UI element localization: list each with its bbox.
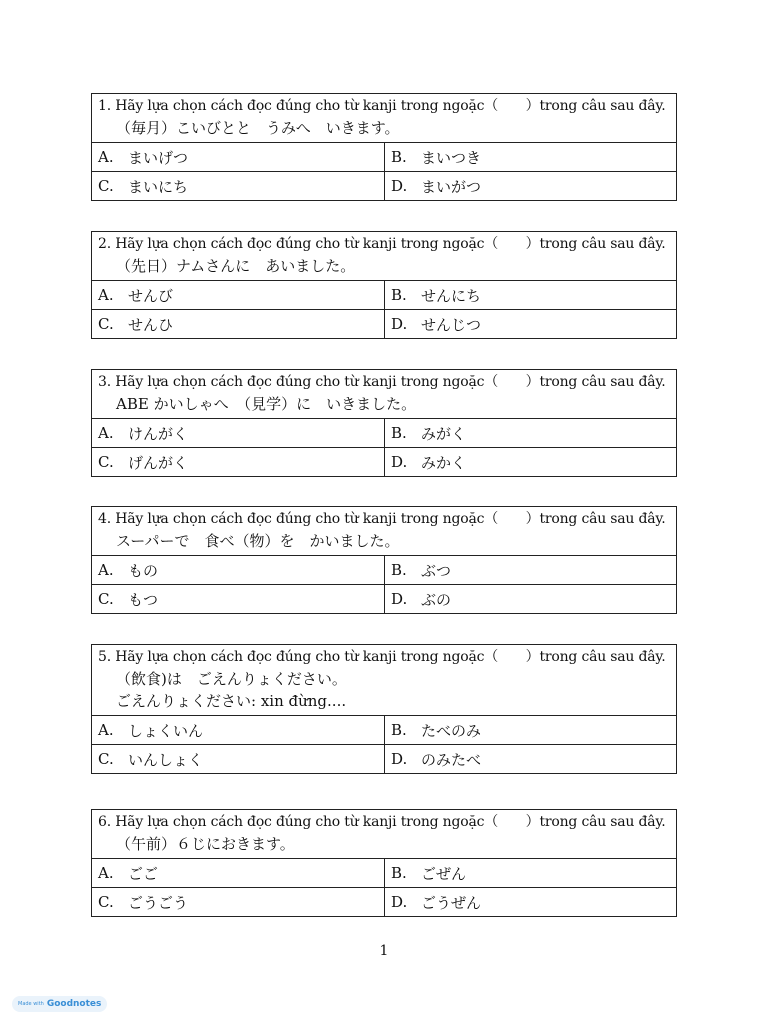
question-sentence: スーパーで 食べ（物）を かいました。 [116,532,400,550]
option-text: みがく [421,424,467,443]
option-text: まいがつ [421,177,482,196]
option-c[interactable]: C. もつ [98,590,159,609]
option-b[interactable]: B. せんにち [384,281,676,309]
option-a[interactable]: A. まいげつ [98,148,189,167]
question-stem: 1. Hãy lựa chọn cách đọc đúng cho từ kanji trong ngoặc（ ）trong câu sau đây. [98,98,666,114]
options-row [92,143,676,171]
question-sentence: （毎月）こいびとと うみへ いきます。 [116,119,400,137]
option-text: ぶの [421,590,452,609]
question-prompt [92,232,676,281]
option-d[interactable]: D. ごうぜん [384,888,676,916]
question-stem: 6. Hãy lựa chọn cách đọc đúng cho từ kanji trong ngoặc（ ）trong câu sau đây. [98,814,666,830]
options-row [92,281,676,309]
option-b[interactable]: B. たべのみ [384,716,676,744]
question-1 [91,93,677,201]
option-a[interactable]: A. もの [98,561,159,580]
question-stem: 4. Hãy lựa chọn cách đọc đúng cho từ kanji trong ngoặc（ ）trong câu sau đây. [98,511,666,527]
question-prompt [92,810,676,859]
options-row [92,171,676,200]
option-b[interactable]: B. みがく [384,419,676,447]
options-row [92,447,676,476]
option-a[interactable]: A. けんがく [98,424,189,443]
option-text: まいにち [128,177,189,196]
option-text: もの [128,561,159,580]
option-a[interactable]: A. せんび [98,286,174,305]
option-text: いんしょく [128,750,204,769]
option-text: せんじつ [421,315,482,334]
question-prompt [92,370,676,419]
badge-brand: Goodnotes [46,999,102,1009]
option-text: しょくいん [128,721,204,740]
option-d[interactable]: D. まいがつ [384,172,676,200]
option-text: ぶつ [421,561,452,580]
question-3 [91,369,677,477]
question-sentence: （飲食)は ごえんりょください。 [116,670,347,688]
options-row [92,744,676,773]
options-row [92,887,676,916]
option-text: ごうごう [128,893,189,912]
question-prompt [92,94,676,143]
option-b[interactable]: B. まいつき [384,143,676,171]
question-6 [91,809,677,917]
option-d[interactable]: D. みかく [384,448,676,476]
question-stem: 5. Hãy lựa chọn cách đọc đúng cho từ kanji trong ngoặc（ ）trong câu sau đây. [98,649,666,665]
question-stem: 2. Hãy lựa chọn cách đọc đúng cho từ kanji trong ngoặc（ ）trong câu sau đây. [98,236,666,252]
option-text: まいげつ [128,148,189,167]
options-row [92,859,676,887]
option-c[interactable]: C. まいにち [98,177,189,196]
option-text: ごうぜん [421,893,482,912]
options-row [92,716,676,744]
option-b[interactable]: B. ごぜん [384,859,676,887]
option-a[interactable]: A. しょくいん [98,721,204,740]
options-row [92,309,676,338]
options-row [92,556,676,584]
option-c[interactable]: C. せんひ [98,315,174,334]
option-c[interactable]: C. いんしょく [98,750,204,769]
page-number: 1 [379,943,389,959]
question-2 [91,231,677,339]
question-prompt [92,645,676,716]
option-text: まいつき [421,148,482,167]
option-d[interactable]: D. せんじつ [384,310,676,338]
option-a[interactable]: A. ごご [98,864,159,883]
badge-made-with: Made with [18,1001,44,1007]
option-text: けんがく [128,424,189,443]
option-text: たべのみ [421,721,482,740]
option-d[interactable]: D. のみたべ [384,745,676,773]
option-c[interactable]: C. げんがく [98,453,189,472]
question-prompt [92,507,676,556]
option-c[interactable]: C. ごうごう [98,893,189,912]
question-sentence: （先日）ナムさんに あいました。 [116,257,356,275]
question-sentence: ABE かいしゃへ （見学）に いきました。 [116,395,417,413]
option-text: ごぜん [421,864,467,883]
option-text: げんがく [128,453,189,472]
option-text: せんび [128,286,174,305]
option-text: せんにち [421,286,482,305]
option-text: もつ [128,590,159,609]
option-d[interactable]: D. ぶの [384,585,676,613]
options-row [92,419,676,447]
option-text: のみたべ [421,750,482,769]
question-stem: 3. Hãy lựa chọn cách đọc đúng cho từ kanji trong ngoặc（ ）trong câu sau đây. [98,374,666,390]
option-text: ごご [128,864,159,883]
option-text: せんひ [128,315,174,334]
question-sentence: （午前）６じにおきます。 [116,835,295,853]
goodnotes-badge[interactable] [12,996,107,1012]
question-note: ごえんりょください: xin đừng.... [116,692,347,710]
option-text: みかく [421,453,467,472]
options-row [92,584,676,613]
question-4 [91,506,677,614]
option-b[interactable]: B. ぶつ [384,556,676,584]
question-5 [91,644,677,774]
